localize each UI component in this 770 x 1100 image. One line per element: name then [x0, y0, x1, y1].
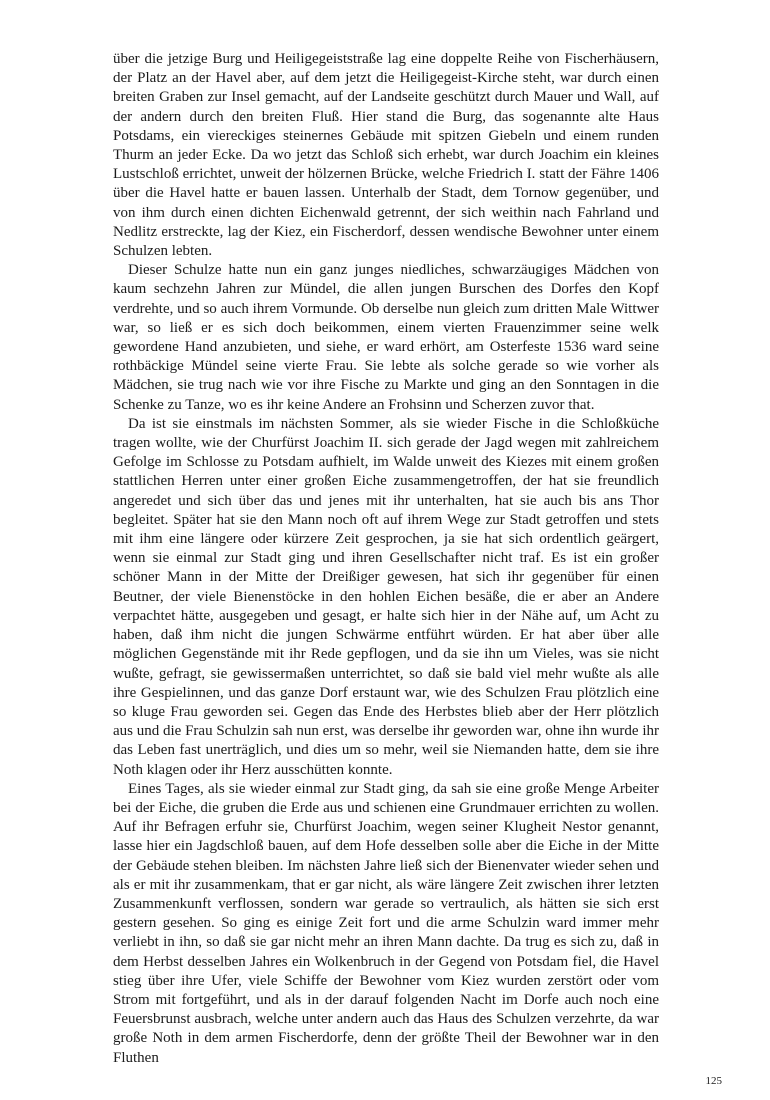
page-number: 125: [705, 1075, 722, 1087]
paragraph-4: Eines Tages, als sie wieder einmal zur Stadt ging, da sah sie eine große Menge Arbeiter bei der Eiche, die gruben die Erde aus und schienen eine Grundmauer errichten zu wollen. Auf ihr Befragen erfuhr sie, Churfürst Joachim, wegen seiner Klugheit Nestor genannt, lasse hier ein Jagdschloß bauen, auf dem Hofe desselben solle aber die Eiche in der Mitte der Gebäude stehen bleiben. Im nächsten Jahre ließ sich der Bienenvater wieder sehen und als er mit ihr zusammenkam, that er gar nicht, als wäre längere Zeit zwischen ihrer letzten Zusammenkunft verflossen, sondern war gerade so vertraulich, als hätten sie sich erst gestern gesehen. So ging es einige Zeit fort und die arme Schulzin ward immer mehr verliebt in ihn, so daß sie gar nicht mehr an ihren Mann dachte. Da trug es sich zu, daß in dem Herbst desselben Jahres ein Wolkenbruch in der Gegend von Potsdam fiel, die Havel stieg über ihre Ufer, viele Schiffe der Bewohner vom Kiez wurden zerstört oder vom Strom mit fortgeführt, und als in der darauf folgenden Nacht im Dorfe auch noch eine Feuersbrunst ausbrach, welche unter andern auch das Haus des Schulzen verzehrte, da war große Noth in dem armen Fischerdorfe, denn der größte Theil der Bewohner war in den Fluthen: [113, 780, 659, 1066]
paragraph-3: Da ist sie einstmals im nächsten Sommer, als sie wieder Fische in die Schloßküche tragen wollte, wie der Churfürst Joachim II. sich gerade der Jagd wegen mit zahlreichem Gefolge im Schlosse zu Potsdam aufhielt, im Walde unweit des Kiezes mit einem großen stattlichen Herren unter einer großen Eiche zusammengetroffen, der hat sie freundlich angeredet und sich über das und jenes mit ihr unterhalten, hat sie auch bis ans Thor begleitet. Später hat sie den Mann noch oft auf ihrem Wege zur Stadt getroffen und stets mit ihm eine längere oder kürzere Zeit gesprochen, ja sie hat sich ordentlich geärgert, wenn sie einmal zur Stadt ging und ihren Gesellschafter nicht traf. Es ist ein großer schöner Mann in der Mitte der Dreißiger gewesen, hat sich ihr gegenüber für einen Beutner, der viele Bienenstöcke in den hohlen Eichen besäße, die er aber an Andere verpachtet hätte, ausgegeben und gesagt, er halte sich hier in der Nähe auf, um Acht zu haben, daß ihm nicht die jungen Schwärme entführt würden. Er hat aber über alle möglichen Gegenstände mit ihr Rede gepflogen, und da sie ihn um Vieles, was sie nicht wußte, gefragt, sie gewissermaßen unterrichtet, so daß sie bald viel mehr wußte als alle ihre Gespielinnen, und das ganze Dorf erstaunt war, wie des Schulzen Frau plötzlich eine so kluge Frau geworden sei. Gegen das Ende des Herbstes blieb aber der Herr plötzlich aus und die Frau Schulzin sah nun erst, was derselbe ihr geworden war, ohne ihn wurde ihr das Leben fast unerträglich, und dies um so mehr, weil sie Niemanden hatte, dem sie ihre Noth klagen oder ihr Herz ausschütten konnte.: [113, 415, 659, 778]
paragraph-1: über die jetzige Burg und Heiligegeiststraße lag eine doppelte Reihe von Fischerhäusern, der Platz an der Havel aber, auf dem jetzt die Heiligegeist-Kirche steht, war durch einen breiten Graben zur Insel gemacht, auf der Landseite geschützt durch Mauer und Wall, auf der andern durch den breiten Fluß. Hier stand die Burg, das sogenannte alte Haus Potsdams, ein viereckiges steinernes Gebäude mit spitzen Giebeln und einem runden Thurm an jeder Ecke. Da wo jetzt das Schloß sich erhebt, war durch Joachim ein kleines Lustschloß errichtet, unweit der hölzernen Brücke, welche Friedrich I. statt der Fähre 1406 über die Havel hatte er bauen lassen. Unterhalb der Stadt, dem Tornow gegenüber, und von ihm durch einen dichten Eichenwald getrennt, der sich weithin nach Fahrland und Nedlitz erstreckte, lag der Kiez, ein Fischerdorf, dessen wendische Bewohner unter einem Schulzen lebten.: [113, 51, 659, 260]
paragraph-2: Dieser Schulze hatte nun ein ganz junges niedliches, schwarzäugiges Mädchen von kaum sechzehn Jahren zur Mündel, die allen jungen Burschen des Dorfes den Kopf verdrehte, und so auch ihrem Vormunde. Ob derselbe nun gleich zum dritten Male Wittwer war, so ließ er es sich doch beikommen, einem vierten Frauenzimmer seine welk gewordene Hand anzubieten, und siehe, er ward erhört, am Osterfeste 1536 ward seine rothbäckige Mündel seine vierte Frau. Sie lebte als solche gerade so wie vorher als Mädchen, sie trug nach wie vor ihre Fische zu Markte und ging an den Sonntagen in die Schenke zu Tanze, wo es ihr keine Andere an Frohsinn und Scherzen zuvor that.: [113, 262, 659, 413]
page-text: [113, 50, 659, 1068]
